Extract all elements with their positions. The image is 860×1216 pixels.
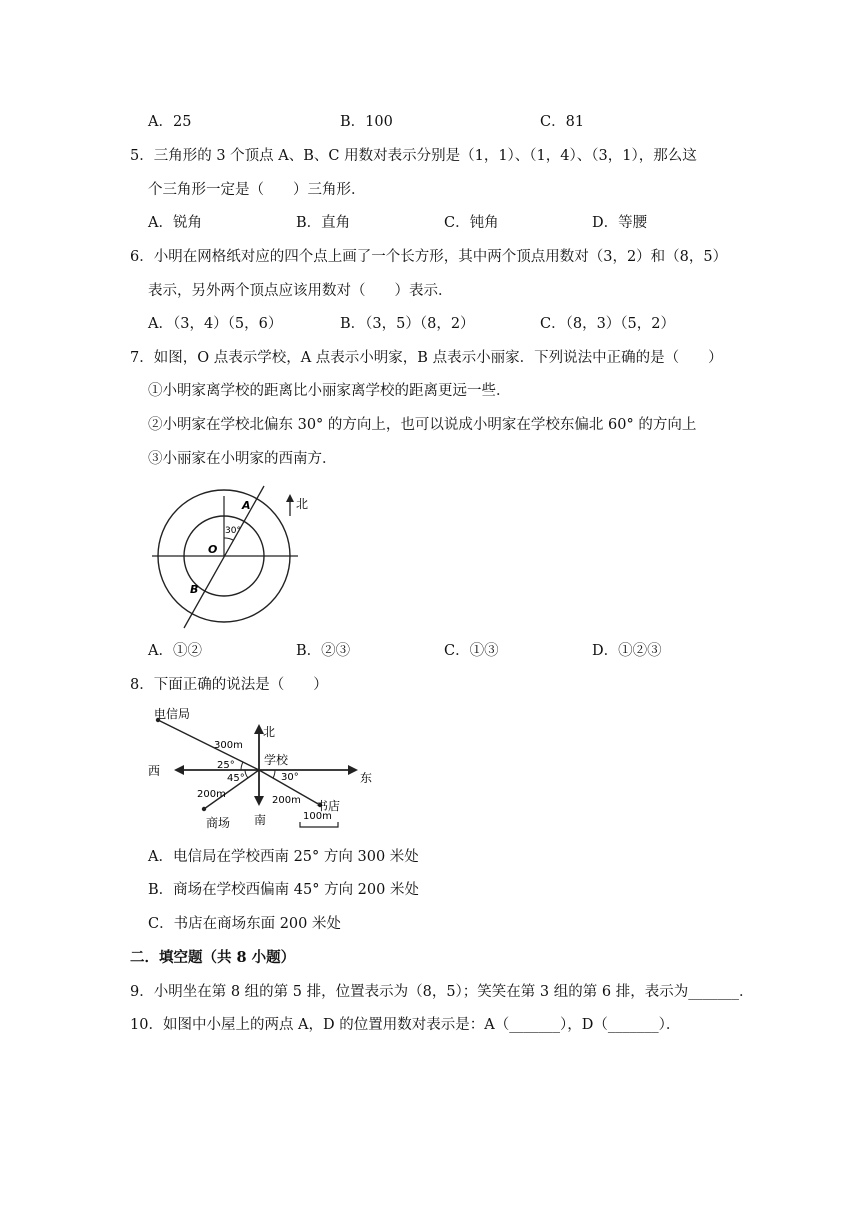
mall-label: 商场 <box>206 816 231 830</box>
q7-statement-1: ①小明家离学校的距离比小丽家离学校的距离更远一些． <box>148 383 511 399</box>
q8-option-c: C．书店在商场东面 200 米处 <box>148 916 341 932</box>
q7-option-b: B．②③ <box>296 643 351 659</box>
east-arrow-icon <box>348 765 358 775</box>
q9-stem: 9．小明坐在第 8 组的第 5 排，位置表示为（8，5）；笑笑在第 3 组的第 6 排，表示为_______． <box>130 984 754 1000</box>
distance-200m-mall-label: 200m <box>197 789 226 800</box>
q5-option-d: D．等腰 <box>592 215 648 231</box>
east-label: 东 <box>360 771 373 785</box>
q8-stem: 8．下面正确的说法是（ ） <box>130 677 328 693</box>
north-label: 北 <box>296 497 309 511</box>
distance-200m-bookstore-label: 200m <box>272 795 301 806</box>
angle-arc-30 <box>273 770 275 778</box>
west-arrow-icon <box>174 765 184 775</box>
angle-arc-25 <box>241 762 243 770</box>
point-o-label: O <box>208 543 218 556</box>
q4-option-c: C．81 <box>540 114 585 130</box>
point-b-label: B <box>190 583 199 596</box>
angle-25-label: 25° <box>217 760 235 771</box>
north-arrowhead-icon <box>286 494 294 502</box>
scale-bar <box>300 822 338 827</box>
q5-option-c: C．钝角 <box>444 215 499 231</box>
q7-stem: 7．如图，O 点表示学校，A 点表示小明家，B 点表示小丽家．下列说法中正确的是（ ） <box>130 350 723 366</box>
angle-45-label: 45° <box>227 773 245 784</box>
section-2-heading: 二．填空题（共 8 小题） <box>130 949 296 966</box>
mall-point <box>202 807 206 811</box>
q7-option-d: D．①②③ <box>592 643 662 659</box>
north-label: 北 <box>263 725 276 739</box>
bookstore-label: 书店 <box>316 799 341 813</box>
q7-option-a: A．①② <box>148 643 202 659</box>
q6-stem-line2: 表示，另外两个顶点应该用数对（ ）表示． <box>148 283 453 299</box>
q7-figure <box>148 482 318 632</box>
q6-option-c: C．（8，3）（5，2） <box>540 316 675 332</box>
west-label: 西 <box>148 764 161 778</box>
telecom-label: 电信局 <box>154 707 191 721</box>
q5-stem-line2: 个三角形一定是（ ）三角形． <box>148 182 366 198</box>
q7-statement-2: ②小明家在学校北偏东 30° 的方向上，也可以说成小明家在学校东偏北 60° 的方向上 <box>148 417 697 433</box>
q10-stem: 10．如图中小屋上的两点 A，D 的位置用数对表示是：A（_______），D（_______）． <box>130 1017 681 1033</box>
q8-option-b: B．商场在学校西偏南 45° 方向 200 米处 <box>148 882 419 898</box>
school-label: 学校 <box>264 753 289 767</box>
q7-statement-3: ③小丽家在小明家的西南方． <box>148 451 337 467</box>
south-label: 南 <box>254 813 267 827</box>
q6-stem-line1: 6．小明在网格纸对应的四个点上画了一个长方形，其中两个顶点用数对（3，2）和（8，5） <box>130 249 728 265</box>
q5-option-b: B．直角 <box>296 215 351 231</box>
south-arrow-icon <box>254 796 264 806</box>
angle-arc <box>224 538 233 540</box>
distance-300m-label: 300m <box>214 740 243 751</box>
q6-option-a: A．（3，4）（5，6） <box>148 316 283 332</box>
q5-option-a: A．锐角 <box>148 215 202 231</box>
q5-stem-line1: 5．三角形的 3 个顶点 A、B、C 用数对表示分别是（1，1）、（1，4）、（3，1），那么这 <box>130 148 697 164</box>
scale-label: 100m <box>303 811 332 822</box>
q7-option-c: C．①③ <box>444 643 499 659</box>
point-a-label: A <box>242 499 251 512</box>
q4-option-b: B．100 <box>340 114 393 130</box>
q8-figure <box>148 706 378 834</box>
angle-30-label: 30° <box>281 772 299 783</box>
q4-option-a: A．25 <box>148 114 192 130</box>
angle-label: 30° <box>225 526 241 536</box>
ray-telecom <box>158 720 259 770</box>
angle-arc-45 <box>245 770 248 778</box>
q8-option-a: A．电信局在学校西南 25° 方向 300 米处 <box>148 849 419 865</box>
q6-option-b: B．（3，5）（8，2） <box>340 316 475 332</box>
